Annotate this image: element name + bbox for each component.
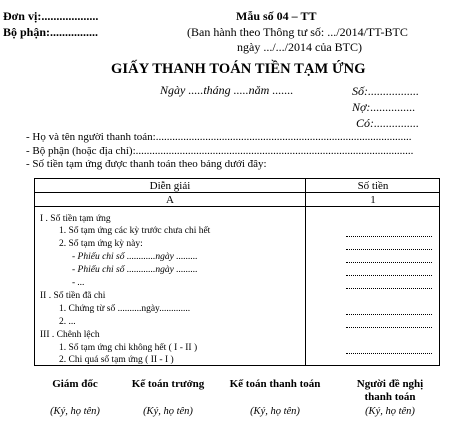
department-field: Bộ phận:................ (3, 25, 99, 39)
col-amount-header: Số tiền (357, 180, 389, 192)
row-difference: III . Chênh lệch (40, 330, 100, 340)
amount-column (306, 179, 440, 365)
signature-director-note: (Ký, họ tên) (50, 406, 100, 417)
unit-field: Đơn vị:................... (3, 9, 99, 23)
row-spent-total: II . Số tiền đã chi (40, 291, 106, 301)
date-line: Ngày .....tháng .....năm ....... (160, 83, 294, 97)
settlement-table (34, 178, 440, 366)
amount-blank-document-etc (346, 327, 432, 328)
amount-blank-document (346, 314, 432, 315)
issued-by-line2: ngày .../.../2014 của BTC) (237, 40, 362, 54)
amount-blank-current (346, 249, 432, 250)
row-voucher-1: - Phiếu chi số ............ngày ......... (72, 252, 198, 262)
signature-chief-accountant-title: Kế toán trưởng (131, 378, 205, 390)
signature-requester-title-line2: thanh toán (364, 391, 416, 403)
row-document: 1. Chứng từ số ..........ngày............. (59, 304, 191, 314)
signature-payment-accountant-title: Kế toán thanh toán (229, 378, 321, 390)
col-description-index: A (166, 194, 174, 206)
col-amount-index: 1 (370, 194, 376, 206)
dept-field: - Bộ phận (hoặc địa chỉ):..................................................................................................... (26, 145, 414, 157)
signature-director-title: Giám đốc (52, 378, 98, 390)
credit-field: Có:............... (356, 116, 419, 130)
row-unspent: 1. Số tạm ứng chi không hết ( I - II ) (59, 343, 198, 353)
signature-payment-accountant-note: (Ký, họ tên) (250, 406, 300, 417)
issued-by-line1: (Ban hành theo Thông tư số: .../2014/TT-BTC (187, 25, 408, 39)
payee-field: - Họ và tên người thanh toán:............................................................................................. (26, 131, 412, 143)
amount-blank-unspent (346, 353, 432, 354)
signature-requester-note: (Ký, họ tên) (365, 406, 415, 417)
amount-blank-overspent (346, 365, 432, 366)
row-prior-advance: 1. Số tạm ứng các kỳ trước chưa chi hết (59, 226, 211, 236)
row-document-etc: 2. ... (59, 317, 76, 327)
amount-blank-voucher-1 (346, 262, 432, 263)
form-number: Mẫu số 04 – TT (236, 9, 317, 23)
col-description-header: Diễn giải (149, 180, 191, 192)
row-voucher-2: - Phiếu chi số ............ngày ......... (72, 265, 198, 275)
row-advance-total: I . Số tiền tạm ứng (40, 214, 111, 224)
debit-field: Nợ:............... (352, 100, 416, 114)
signature-requester-title-line1: Người đề nghị (356, 378, 424, 390)
amount-blank-prior (346, 236, 432, 237)
row-voucher-etc: - ... (72, 278, 85, 288)
document-title: GIẤY THANH TOÁN TIỀN TẠM ỨNG (111, 61, 366, 77)
number-field: Số:................. (352, 84, 419, 98)
amount-blank-voucher-2 (346, 275, 432, 276)
signature-chief-accountant-note: (Ký, họ tên) (143, 406, 193, 417)
amount-blank-voucher-etc (346, 288, 432, 289)
row-overspent: 2. Chi quá số tạm ứng ( II - I ) (59, 355, 174, 365)
amount-intro: - Số tiền tạm ứng được thanh toán theo bảng dưới đây: (26, 158, 267, 170)
row-current-advance: 2. Số tạm ứng kỳ này: (59, 239, 143, 249)
